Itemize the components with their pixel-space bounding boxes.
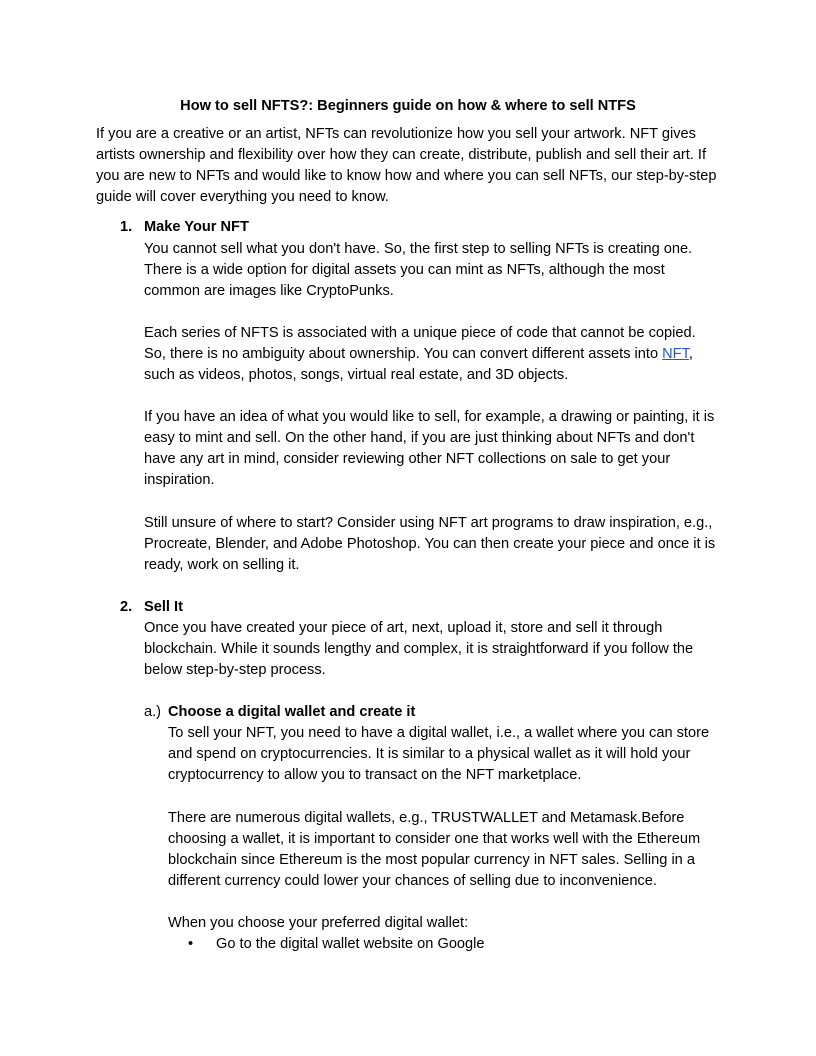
- section-heading: Make Your NFT: [144, 219, 249, 236]
- section-number: 1.: [120, 219, 133, 236]
- subsection-digital-wallet: [144, 702, 720, 955]
- intro-paragraph: If you are a creative or an artist, NFTs can revolutionize how you sell your artwork. NFT gives artists ownership and flexibility over how they can create, distribute, publish and sell their art. If you are new to NFTs and would like to know how and where you can sell NFTs, our step-by-step guide will cover everything you need to know.: [96, 126, 717, 206]
- paragraph: There are numerous digital wallets, e.g., TRUSTWALLET and Metamask.Before choosing a wallet, it is important to consider one that works well with the Ethereum blockchain since Ethereum is the most popular currency in NFT sales. Selling in a different currency could lower your chances of selling due to inconvenience.: [168, 809, 701, 889]
- bullet-icon: •: [188, 936, 194, 952]
- subsection-heading: Choose a digital wallet and create it: [168, 704, 416, 721]
- section-number: 2.: [120, 598, 133, 615]
- paragraph: If you have an idea of what you would like to sell, for example, a drawing or painting, it is easy to mint and sell. On the other hand, if you are just thinking about NFTs and don't have any art in mind, consider reviewing other NFT collections on sale to get your inspiration.: [144, 409, 715, 489]
- section-sell-it: [96, 597, 720, 955]
- bullet-list: [168, 934, 720, 955]
- paragraph: You cannot sell what you don't have. So, the first step to selling NFTs is creating one. There is a wide option for digital assets you can mint as NFTs, although the most common are images like CryptoPunks.: [144, 240, 693, 299]
- paragraph: Still unsure of where to start? Consider using NFT art programs to draw inspiration, e.g., Procreate, Blender, and Adobe Photoshop. You can then create your piece and once it is ready, work on selling it.: [144, 514, 716, 573]
- document-title: How to sell NFTS?: Beginners guide on how & where to sell NTFS: [180, 98, 636, 114]
- section-heading: Sell It: [144, 598, 183, 615]
- section-make-your-nft: [96, 217, 720, 575]
- list-item-text: Go to the digital wallet website on Google: [216, 936, 485, 952]
- paragraph: Once you have created your piece of art, next, upload it, store and sell it through blockchain. While it sounds lengthy and complex, it is straightforward if you follow the below step-by-step process.: [144, 619, 694, 679]
- list-item: [168, 934, 720, 955]
- paragraph-with-link: [144, 323, 720, 386]
- paragraph: To sell your NFT, you need to have a digital wallet, i.e., a wallet where you can store and spend on cryptocurrencies. It is similar to a physical wallet as it will hold your cryptocurrency to allow you to transact on the NFT marketplace.: [168, 725, 710, 784]
- nft-link[interactable]: NFT: [662, 345, 689, 362]
- subsection-letter: a.): [144, 704, 162, 721]
- text-run: , such as videos, photos, songs, virtual real estate, and 3D objects.: [144, 345, 693, 384]
- paragraph: When you choose your preferred digital wallet:: [168, 914, 469, 931]
- text-run: Each series of NFTS is associated with a unique piece of code that cannot be copied. So, there is no ambiguity about ownership. You can convert different assets into: [144, 324, 696, 362]
